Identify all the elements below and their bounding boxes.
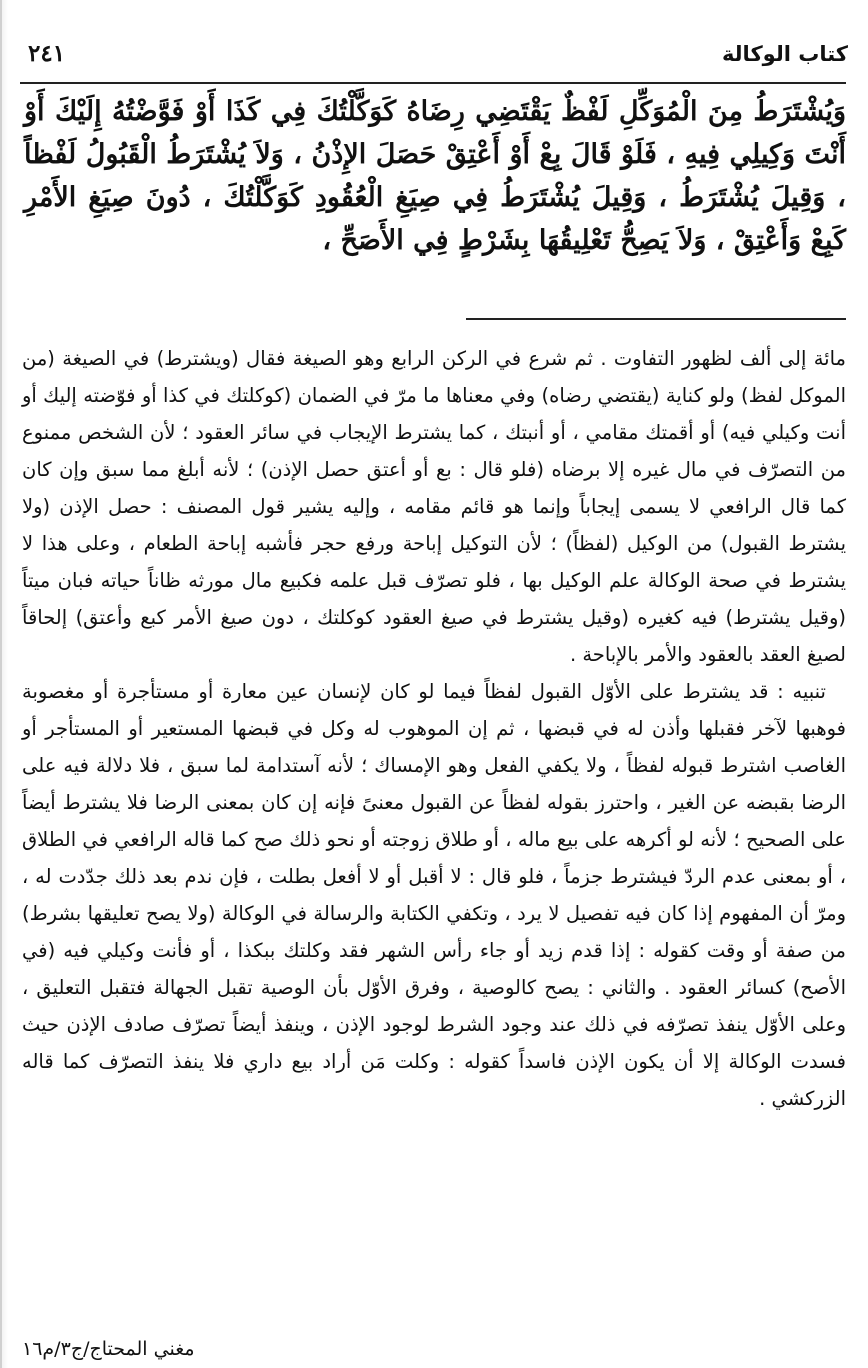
header-rule xyxy=(20,82,846,84)
sharh-commentary xyxy=(22,340,846,1117)
page-header xyxy=(22,34,848,74)
sharh-paragraph-1: مائة إلى ألف لظهور التفاوت . ثم شرع في الركن الرابع وهو الصيغة فقال (ويشترط) في الصيغة (من الموكل لفظ) ولو كناية (يقتضي رضاه) وفي معناها ما مرّ في الضمان (كوكلتك في كذا أو فوّضته إليك أو أنت وكيلي فيه) أو أقمتك مقامي ، أو أنبتك ، كما يشترط الإيجاب في سائر العقود ؛ لأن الشخص ممنوع من التصرّف في مال غيره إلا برضاه (فلو قال : بع أو أعتق حصل الإذن) ؛ لأنه أبلغ مما سبق وإن كان كما قال الرافعي لا يسمى إيجاباً وإنما هو قائم مقامه ، وإليه يشير قول المصنف : حصل الإذن (ولا يشترط القبول) من الوكيل (لفظاً) ؛ لأن التوكيل إباحة ورفع حجر فأشبه إباحة الطعام ، وعلى هذا لا يشترط في صحة الوكالة علم الوكيل بها ، فلو تصرّف قبل علمه فكبيع مال مورثه ظاناً حياته فبان ميتاً (وقيل يشترط) فيه كغيره (وقيل يشترط في صيغ العقود كوكلتك ، دون صيغ الأمر كبع وأعتق) إلحاقاً لصيغ العقد بالعقود والأمر بالإباحة . xyxy=(22,347,846,666)
matn-sharh-divider xyxy=(466,318,846,320)
matn-text: وَيُشْتَرَطُ مِنَ الْمُوَكِّلِ لَفْظٌ يَقْتَضِي رِضَاهُ كَوَكَّلْتُكَ فِي كَذَا أَوْ فَوَّضْتُهُ إِلَيْكَ أَوْ أَنْتَ وَكِيلِي فِيهِ ، فَلَوْ قَالَ بِعْ أَوْ أَعْتِقْ حَصَلَ الإِذْنُ ، وَلاَ يُشْتَرَطُ الْقَبُولُ لَفْظاً ، وَقِيلَ يُشْتَرَطُ ، وَقِيلَ يُشْتَرَطُ فِي صِيَغِ الْعُقُودِ كَوَكَّلْتُكَ ، دُونَ صِيَغِ الأَمْرِ كَبِعْ وَأَعْتِقْ ، وَلاَ يَصِحُّ تَعْلِيقُهَا بِشَرْطٍ فِي الأَصَحِّ ، xyxy=(24,96,846,256)
sharh-paragraph-2: تنبيه : قد يشترط على الأوّل القبول لفظاً فيما لو كان لإنسان عين معارة أو مستأجرة أو مغصوبة فوهبها لآخر فقبلها وأذن له في قبضها ، ثم إن الموهوب له وكل في قبضها المستعير أو المستأجر أو الغاصب اشترط قبوله لفظاً ، ولا يكفي الفعل وهو الإمساك ؛ لأنه آستدامة لما سبق ، فلا دلالة فيه على الرضا بقبضه عن الغير ، واحترز بقوله لفظاً عن القبول معنىً فإنه إن كان بمعنى الرضا فلا يشترط أيضاً على الصحيح ؛ لأنه لو أكرهه على بيع ماله ، أو طلاق زوجته أو نحو ذلك صح كما قاله الرافعي في الطلاق ، أو بمعنى عدم الردّ فيشترط جزماً ، فلو قال : لا أقبل أو لا أفعل بطلت ، فإن ندم بعد ذلك جدّدت له ، ومرّ أن المفهوم إذا كان فيه تفصيل لا يرد ، وتكفي الكتابة والرسالة في الوكالة (ولا يصح تعليقها بشرط) من صفة أو وقت كقوله : إذا قدم زيد أو جاء رأس الشهر فقد وكلتك ببكذا ، أو فأنت وكيلي فيه (في الأصح) كسائر العقود . والثاني : يصح كالوصية ، وفرق الأوّل بأن الوصية تقبل الجهالة فتقبل التعليق ، وعلى الأوّل ينفذ تصرّفه في ذلك عند وجود الشرط لوجود الإذن ، وينفذ أيضاً تصرّف صادف الإذن حيث فسدت الوكالة إلا أن يكون الإذن فاسداً كقوله : وكلت مَن أراد بيع داري فلا ينفذ التصرّف كما قاله الزركشي . xyxy=(22,680,846,1110)
running-title: كتاب الوكالة xyxy=(721,42,848,66)
page-number: ٢٤١ xyxy=(28,40,66,67)
footer-signature: مغني المحتاج/ج٣/م١٦ xyxy=(22,1338,195,1360)
